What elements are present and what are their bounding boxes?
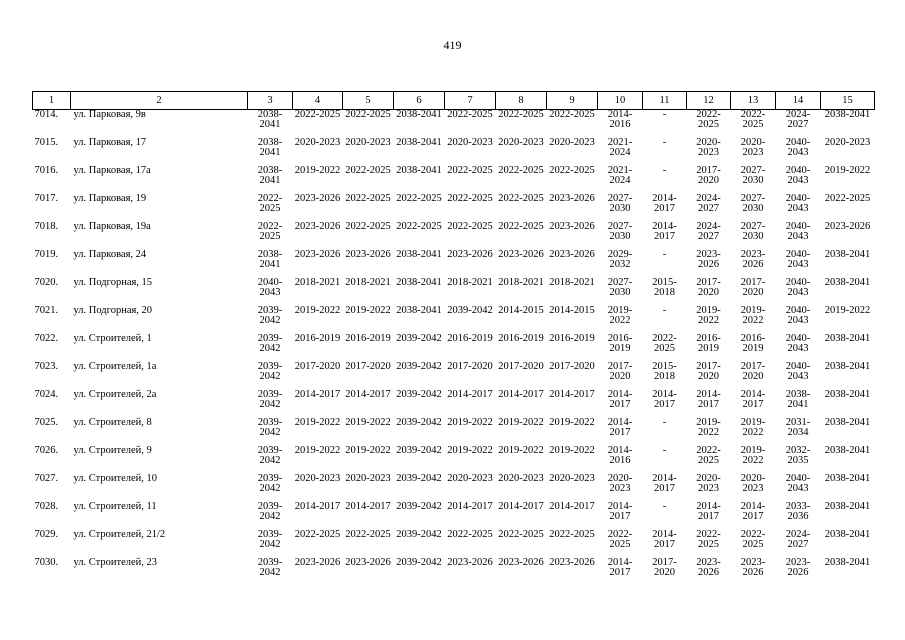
period-cell: 2020-2023 xyxy=(294,473,341,484)
period-cell: 2032-2035 xyxy=(785,445,811,466)
period-cell: 2038-2041 xyxy=(824,389,871,400)
period-cell: 2022-2025 xyxy=(294,529,341,540)
period-cell: 2038-2041 xyxy=(824,417,871,428)
period-cell: 2014-2017 xyxy=(652,193,677,214)
table-row xyxy=(33,138,875,166)
period-cell: 2022-2025 xyxy=(607,529,633,550)
period-cell: 2022-2025 xyxy=(498,165,544,176)
period-cell: 2040-2043 xyxy=(785,165,811,186)
period-cell: 2019-2022 xyxy=(345,305,391,316)
period-cell: 2039-2042 xyxy=(257,473,283,494)
column-header-11: 11 xyxy=(643,92,687,110)
period-cell: 2023-2026 xyxy=(549,221,595,232)
period-cell: 2039-2042 xyxy=(396,417,442,428)
period-cell: - xyxy=(662,417,667,428)
period-cell: 2022-2025 xyxy=(396,221,442,232)
period-cell: 2014-2017 xyxy=(294,501,341,512)
period-cell: 2022-2025 xyxy=(447,193,493,204)
period-cell: 2023-2026 xyxy=(447,249,493,260)
period-cell: - xyxy=(662,165,667,176)
period-cell: 2023-2026 xyxy=(294,221,341,232)
period-cell: 2021-2024 xyxy=(607,137,633,158)
period-cell: 2023-2026 xyxy=(447,557,493,568)
period-cell: 2039-2042 xyxy=(396,361,442,372)
period-cell: 2039-2042 xyxy=(257,529,283,550)
period-cell: 2019-2022 xyxy=(294,305,341,316)
column-header-14: 14 xyxy=(776,92,821,110)
period-cell: 2015-2018 xyxy=(652,277,677,298)
period-cell: 2014-2017 xyxy=(549,501,595,512)
period-cell: 2038-2041 xyxy=(396,305,442,316)
column-header-9: 9 xyxy=(547,92,598,110)
period-cell: 2023-2026 xyxy=(498,557,544,568)
period-cell: 2014-2016 xyxy=(607,109,633,130)
row-number: 7025. xyxy=(34,417,59,428)
period-cell: 2038-2041 xyxy=(824,557,871,568)
period-cell: 2019-2022 xyxy=(549,445,595,456)
period-cell: 2024-2027 xyxy=(785,109,811,130)
period-cell: 2014-2017 xyxy=(740,389,766,410)
period-cell: 2039-2042 xyxy=(396,529,442,540)
row-number: 7022. xyxy=(34,333,59,344)
period-cell: 2020-2023 xyxy=(740,137,766,158)
period-cell: 2016-2019 xyxy=(345,333,391,344)
period-cell: 2022-2025 xyxy=(447,109,493,120)
period-cell: - xyxy=(662,249,667,260)
period-cell: - xyxy=(662,137,667,148)
period-cell: 2038-2041 xyxy=(396,165,442,176)
period-cell: 2039-2042 xyxy=(257,361,283,382)
schedule-table xyxy=(32,91,875,586)
period-cell: 2022-2025 xyxy=(696,445,721,466)
page-number: 419 xyxy=(443,38,462,52)
column-header-12: 12 xyxy=(687,92,731,110)
period-cell: 2038-2041 xyxy=(396,249,442,260)
period-cell: 2020-2023 xyxy=(447,137,493,148)
column-header-4: 4 xyxy=(293,92,343,110)
row-address: ул. Парковая, 19 xyxy=(73,193,147,204)
row-address: ул. Строителей, 10 xyxy=(73,473,157,484)
period-cell: 2038-2041 xyxy=(824,501,871,512)
period-cell: 2022-2025 xyxy=(652,333,677,354)
period-cell: 2027-2030 xyxy=(607,277,633,298)
period-cell: 2038-2041 xyxy=(785,389,811,410)
period-cell: 2019-2022 xyxy=(345,445,391,456)
period-cell: 2017-2020 xyxy=(345,361,391,372)
period-cell: 2020-2023 xyxy=(549,473,595,484)
period-cell: 2023-2026 xyxy=(696,557,721,578)
period-cell: 2019-2022 xyxy=(447,417,493,428)
period-cell: 2019-2022 xyxy=(498,417,544,428)
period-cell: 2038-2041 xyxy=(824,473,871,484)
period-cell: 2023-2026 xyxy=(696,249,721,270)
table-row xyxy=(33,390,875,418)
period-cell: 2022-2025 xyxy=(549,109,595,120)
period-cell: 2023-2026 xyxy=(345,557,391,568)
period-cell: 2040-2043 xyxy=(257,277,283,298)
period-cell: 2038-2041 xyxy=(824,445,871,456)
period-cell: 2027-2030 xyxy=(607,193,633,214)
row-number: 7026. xyxy=(34,445,59,456)
period-cell: 2022-2025 xyxy=(549,529,595,540)
table-row xyxy=(33,194,875,222)
period-cell: 2040-2043 xyxy=(785,473,811,494)
row-address: ул. Строителей, 1 xyxy=(73,333,152,344)
period-cell: 2019-2022 xyxy=(447,445,493,456)
period-cell: 2020-2023 xyxy=(345,473,391,484)
period-cell: 2031-2034 xyxy=(785,417,811,438)
period-cell: 2040-2043 xyxy=(785,193,811,214)
period-cell: 2033-2036 xyxy=(785,501,811,522)
period-cell: 2017-2020 xyxy=(696,277,721,298)
period-cell: 2014-2017 xyxy=(607,389,633,410)
row-number: 7017. xyxy=(34,193,59,204)
period-cell: 2039-2042 xyxy=(396,445,442,456)
period-cell: 2017-2020 xyxy=(447,361,493,372)
period-cell: 2019-2022 xyxy=(607,305,633,326)
period-cell: 2015-2018 xyxy=(652,361,677,382)
row-number: 7029. xyxy=(34,529,59,540)
period-cell: 2022-2025 xyxy=(447,165,493,176)
period-cell: 2022-2025 xyxy=(696,109,721,130)
period-cell: 2022-2025 xyxy=(740,529,766,550)
period-cell: 2022-2025 xyxy=(447,529,493,540)
period-cell: 2024-2027 xyxy=(785,529,811,550)
period-cell: 2018-2021 xyxy=(549,277,595,288)
period-cell: 2023-2026 xyxy=(740,249,766,270)
period-cell: 2016-2019 xyxy=(607,333,633,354)
period-cell: 2039-2042 xyxy=(396,557,442,568)
period-cell: 2022-2025 xyxy=(740,109,766,130)
table-row xyxy=(33,334,875,362)
period-cell: 2023-2026 xyxy=(549,249,595,260)
period-cell: 2020-2023 xyxy=(696,137,721,158)
period-cell: 2014-2017 xyxy=(652,529,677,550)
period-cell: 2020-2023 xyxy=(607,473,633,494)
period-cell: 2019-2022 xyxy=(549,417,595,428)
period-cell: 2038-2041 xyxy=(396,137,442,148)
period-cell: 2016-2019 xyxy=(696,333,721,354)
period-cell: 2027-2030 xyxy=(607,221,633,242)
period-cell: 2014-2017 xyxy=(549,389,595,400)
period-cell: 2022-2025 xyxy=(257,221,283,242)
period-cell: 2019-2022 xyxy=(740,445,766,466)
period-cell: 2017-2020 xyxy=(294,361,341,372)
period-cell: 2014-2015 xyxy=(549,305,595,316)
period-cell: 2014-2017 xyxy=(498,389,544,400)
period-cell: 2014-2017 xyxy=(294,389,341,400)
table-row xyxy=(33,250,875,278)
period-cell: 2022-2025 xyxy=(824,193,871,204)
period-cell: 2018-2021 xyxy=(447,277,493,288)
period-cell: - xyxy=(662,109,667,120)
period-cell: 2039-2042 xyxy=(447,305,493,316)
period-cell: 2038-2041 xyxy=(824,361,871,372)
column-header-13: 13 xyxy=(731,92,776,110)
period-cell: 2039-2042 xyxy=(396,501,442,512)
period-cell: 2023-2026 xyxy=(785,557,811,578)
row-number: 7024. xyxy=(34,389,59,400)
row-address: ул. Строителей, 2а xyxy=(73,389,157,400)
period-cell: 2023-2026 xyxy=(740,557,766,578)
period-cell: 2022-2025 xyxy=(396,193,442,204)
column-header-3: 3 xyxy=(248,92,293,110)
row-number: 7020. xyxy=(34,277,59,288)
period-cell: 2024-2027 xyxy=(696,193,721,214)
table-body xyxy=(33,110,875,587)
period-cell: 2014-2017 xyxy=(607,501,633,522)
period-cell: 2020-2023 xyxy=(447,473,493,484)
period-cell: 2039-2042 xyxy=(257,389,283,410)
period-cell: 2039-2042 xyxy=(257,333,283,354)
row-address: ул. Парковая, 19а xyxy=(73,221,151,232)
period-cell: 2017-2020 xyxy=(696,165,721,186)
period-cell: - xyxy=(662,445,667,456)
period-cell: 2014-2015 xyxy=(498,305,544,316)
period-cell: 2039-2042 xyxy=(396,473,442,484)
period-cell: 2019-2022 xyxy=(824,305,871,316)
row-number: 7019. xyxy=(34,249,59,260)
period-cell: 2018-2021 xyxy=(345,277,391,288)
period-cell: 2027-2030 xyxy=(740,193,766,214)
row-address: ул. Строителей, 9 xyxy=(73,445,152,456)
period-cell: 2020-2023 xyxy=(740,473,766,494)
column-header-10: 10 xyxy=(598,92,643,110)
period-cell: 2022-2025 xyxy=(447,221,493,232)
row-number: 7018. xyxy=(34,221,59,232)
period-cell: 2018-2021 xyxy=(294,277,341,288)
period-cell: 2014-2017 xyxy=(345,501,391,512)
row-address: ул. Парковая, 17а xyxy=(73,165,151,176)
period-cell: 2022-2025 xyxy=(345,109,391,120)
table-header-row xyxy=(33,92,875,110)
period-cell: 2039-2042 xyxy=(257,557,283,578)
period-cell: 2023-2026 xyxy=(294,193,341,204)
period-cell: 2022-2025 xyxy=(294,109,341,120)
period-cell: 2014-2017 xyxy=(696,389,721,410)
row-address: ул. Подгорная, 20 xyxy=(73,305,153,316)
table-row xyxy=(33,110,875,139)
period-cell: 2038-2041 xyxy=(824,529,871,540)
period-cell: 2038-2041 xyxy=(396,277,442,288)
period-cell: 2039-2042 xyxy=(257,305,283,326)
period-cell: 2038-2041 xyxy=(257,165,283,186)
period-cell: 2038-2041 xyxy=(824,277,871,288)
period-cell: 2014-2017 xyxy=(345,389,391,400)
table-row xyxy=(33,222,875,250)
period-cell: 2039-2042 xyxy=(396,333,442,344)
period-cell: 2019-2022 xyxy=(294,445,341,456)
period-cell: - xyxy=(662,305,667,316)
period-cell: 2014-2017 xyxy=(607,417,633,438)
row-number: 7027. xyxy=(34,473,59,484)
period-cell: 2038-2041 xyxy=(396,109,442,120)
period-cell: 2014-2017 xyxy=(740,501,766,522)
period-cell: 2039-2042 xyxy=(396,389,442,400)
period-cell: 2039-2042 xyxy=(257,417,283,438)
period-cell: 2014-2016 xyxy=(607,445,633,466)
period-cell: 2023-2026 xyxy=(294,249,341,260)
period-cell: 2016-2019 xyxy=(447,333,493,344)
period-cell: 2020-2023 xyxy=(549,137,595,148)
row-address: ул. Строителей, 1а xyxy=(73,361,157,372)
period-cell: 2022-2025 xyxy=(549,165,595,176)
period-cell: 2027-2030 xyxy=(740,221,766,242)
period-cell: 2019-2022 xyxy=(498,445,544,456)
row-number: 7028. xyxy=(34,501,59,512)
period-cell: 2016-2019 xyxy=(498,333,544,344)
table-row xyxy=(33,502,875,530)
period-cell: 2022-2025 xyxy=(257,193,283,214)
row-address: ул. Парковая, 17 xyxy=(73,137,147,148)
period-cell: 2019-2022 xyxy=(696,305,721,326)
period-cell: 2023-2026 xyxy=(294,557,341,568)
period-cell: 2022-2025 xyxy=(498,193,544,204)
period-cell: 2040-2043 xyxy=(785,221,811,242)
period-cell: 2017-2020 xyxy=(740,277,766,298)
period-cell: 2023-2026 xyxy=(824,221,871,232)
column-header-1: 1 xyxy=(33,92,71,110)
period-cell: 2022-2025 xyxy=(345,165,391,176)
period-cell: 2020-2023 xyxy=(498,473,544,484)
period-cell: 2023-2026 xyxy=(549,557,595,568)
period-cell: 2017-2020 xyxy=(549,361,595,372)
row-number: 7023. xyxy=(34,361,59,372)
period-cell: 2014-2017 xyxy=(447,501,493,512)
period-cell: 2020-2023 xyxy=(294,137,341,148)
row-number: 7014. xyxy=(34,109,59,120)
row-number: 7015. xyxy=(34,137,59,148)
period-cell: 2019-2022 xyxy=(696,417,721,438)
period-cell: 2038-2041 xyxy=(824,249,871,260)
period-cell: 2017-2020 xyxy=(607,361,633,382)
row-address: ул. Строителей, 23 xyxy=(73,557,157,568)
column-header-5: 5 xyxy=(343,92,394,110)
table-row xyxy=(33,278,875,306)
period-cell: 2014-2017 xyxy=(447,389,493,400)
period-cell: 2020-2023 xyxy=(498,137,544,148)
row-address: ул. Строителей, 21/2 xyxy=(73,529,166,540)
period-cell: 2022-2025 xyxy=(345,221,391,232)
period-cell: 2017-2020 xyxy=(652,557,677,578)
period-cell: 2023-2026 xyxy=(549,193,595,204)
period-cell: 2020-2023 xyxy=(696,473,721,494)
period-cell: 2019-2022 xyxy=(824,165,871,176)
period-cell: 2027-2030 xyxy=(740,165,766,186)
row-address: ул. Строителей, 11 xyxy=(73,501,157,512)
period-cell: 2022-2025 xyxy=(498,109,544,120)
column-header-6: 6 xyxy=(394,92,445,110)
period-cell: 2020-2023 xyxy=(345,137,391,148)
period-cell: 2022-2025 xyxy=(696,529,721,550)
table-row xyxy=(33,418,875,446)
period-cell: 2019-2022 xyxy=(294,165,341,176)
row-address: ул. Парковая, 24 xyxy=(73,249,147,260)
period-cell: 2029-2032 xyxy=(607,249,633,270)
period-cell: 2040-2043 xyxy=(785,305,811,326)
period-cell: 2014-2017 xyxy=(498,501,544,512)
period-cell: 2039-2042 xyxy=(257,501,283,522)
column-header-2: 2 xyxy=(71,92,248,110)
period-cell: 2040-2043 xyxy=(785,333,811,354)
period-cell: 2016-2019 xyxy=(740,333,766,354)
period-cell: 2022-2025 xyxy=(345,193,391,204)
row-number: 7030. xyxy=(34,557,59,568)
period-cell: 2038-2041 xyxy=(824,333,871,344)
period-cell: 2040-2043 xyxy=(785,249,811,270)
period-cell: 2016-2019 xyxy=(294,333,341,344)
period-cell: 2023-2026 xyxy=(498,249,544,260)
table-row xyxy=(33,446,875,474)
period-cell: 2024-2027 xyxy=(696,221,721,242)
period-cell: 2014-2017 xyxy=(607,557,633,578)
row-address: ул. Строителей, 8 xyxy=(73,417,152,428)
period-cell: 2040-2043 xyxy=(785,361,811,382)
table-row xyxy=(33,306,875,334)
period-cell: 2017-2020 xyxy=(696,361,721,382)
table-row xyxy=(33,166,875,194)
period-cell: 2038-2041 xyxy=(257,137,283,158)
period-cell: 2018-2021 xyxy=(498,277,544,288)
period-cell: 2038-2041 xyxy=(257,109,283,130)
row-number: 7021. xyxy=(34,305,59,316)
period-cell: 2019-2022 xyxy=(740,305,766,326)
period-cell: 2022-2025 xyxy=(345,529,391,540)
period-cell: 2021-2024 xyxy=(607,165,633,186)
period-cell: 2014-2017 xyxy=(652,221,677,242)
period-cell: 2022-2025 xyxy=(498,221,544,232)
period-cell: 2020-2023 xyxy=(824,137,871,148)
period-cell: 2040-2043 xyxy=(785,277,811,298)
row-address: ул. Подгорная, 15 xyxy=(73,277,153,288)
column-header-7: 7 xyxy=(445,92,496,110)
period-cell: 2040-2043 xyxy=(785,137,811,158)
period-cell: 2017-2020 xyxy=(740,361,766,382)
column-header-15: 15 xyxy=(821,92,875,110)
period-cell: 2019-2022 xyxy=(740,417,766,438)
period-cell: 2039-2042 xyxy=(257,445,283,466)
period-cell: 2023-2026 xyxy=(345,249,391,260)
row-number: 7016. xyxy=(34,165,59,176)
table-row xyxy=(33,474,875,502)
table-row xyxy=(33,530,875,558)
period-cell: 2014-2017 xyxy=(652,389,677,410)
table-row xyxy=(33,362,875,390)
period-cell: 2038-2041 xyxy=(824,109,871,120)
period-cell: 2019-2022 xyxy=(345,417,391,428)
row-address: ул. Парковая, 9в xyxy=(73,109,146,120)
period-cell: 2014-2017 xyxy=(696,501,721,522)
table-row xyxy=(33,558,875,586)
period-cell: 2022-2025 xyxy=(498,529,544,540)
period-cell: 2014-2017 xyxy=(652,473,677,494)
period-cell: 2038-2041 xyxy=(257,249,283,270)
period-cell: 2016-2019 xyxy=(549,333,595,344)
column-header-8: 8 xyxy=(496,92,547,110)
period-cell: 2017-2020 xyxy=(498,361,544,372)
period-cell: 2019-2022 xyxy=(294,417,341,428)
period-cell: - xyxy=(662,501,667,512)
